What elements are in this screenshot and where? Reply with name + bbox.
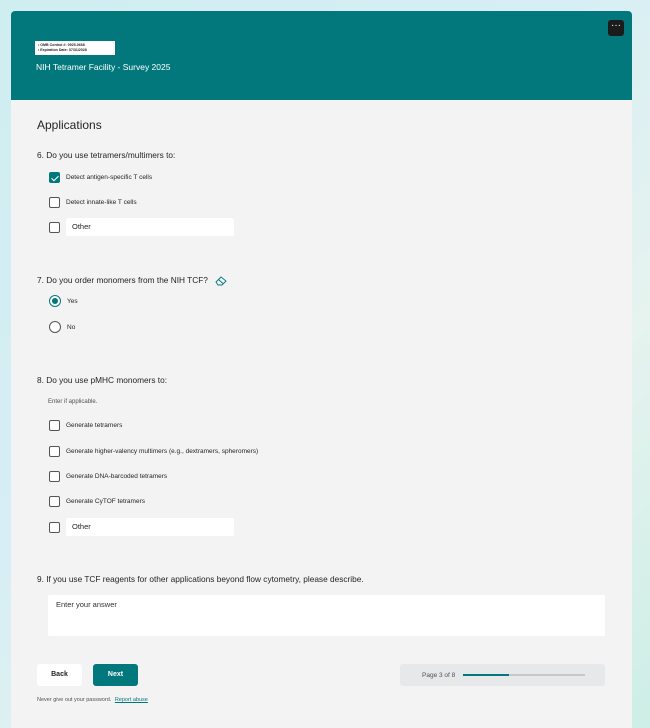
question-8-title: 8. Do you use pMHC monomers to: [37,375,168,385]
q6-other-input[interactable]: Other [66,218,234,236]
q8-other-input[interactable]: Other [66,518,234,536]
progress-track [463,674,585,676]
footer [37,697,148,703]
expiration-date: • Expiration Date: 07/31/2028 [38,48,112,53]
q7-option-yes[interactable] [49,295,78,307]
q6-option-detect-antigen-specific[interactable] [49,171,152,183]
survey-header [11,11,632,100]
section-title: Applications [37,118,102,132]
q7-option-no[interactable] [49,321,75,333]
next-button[interactable]: Next [93,664,138,686]
question-7-title [37,275,227,286]
omb-control-number: • OMB Control #: 0925-0668 [38,43,112,48]
page-indicator: Page 3 of 8 [422,671,456,679]
checkbox-icon[interactable] [49,420,60,431]
checkbox-icon[interactable] [49,522,60,533]
option-label: No [67,323,76,331]
omb-notice [35,41,115,55]
radio-selected-icon[interactable] [49,295,61,307]
checkbox-icon[interactable] [49,446,60,457]
checkbox-checked-icon[interactable] [49,172,60,183]
checkbox-icon[interactable] [49,197,60,208]
progress-fill [463,674,509,676]
checkbox-icon[interactable] [49,496,60,507]
page-progress [400,664,605,686]
footer-text: Never give out your password. [37,697,112,703]
q8-option-generate-tetramers[interactable] [49,419,122,431]
q8-option-higher-valency[interactable] [49,445,258,457]
option-label: Generate CyTOF tetramers [66,497,145,505]
report-abuse-link[interactable]: Report abuse [114,697,148,703]
radio-icon[interactable] [49,321,61,333]
option-label: Yes [67,297,78,305]
q9-answer-input[interactable]: Enter your answer [48,595,605,636]
q8-option-other[interactable] [49,521,234,533]
checkbox-icon[interactable] [49,222,60,233]
checkbox-icon[interactable] [49,471,60,482]
option-label: Generate tetramers [66,421,123,429]
question-6-title: 6. Do you use tetramers/multimers to: [37,150,176,160]
survey-title: NIH Tetramer Facility - Survey 2025 [36,62,171,72]
more-options-button[interactable]: ··· [608,20,624,36]
option-label: Generate DNA-barcoded tetramers [66,472,168,480]
question-8-hint: Enter if applicable. [48,399,98,405]
option-label: Detect antigen-specific T cells [66,173,153,181]
q8-option-dna-barcoded[interactable] [49,470,167,482]
question-9-title: 9. If you use TCF reagents for other applications beyond flow cytometry, please describe. [37,574,364,584]
question-7-text: 7. Do you order monomers from the NIH TCF? [37,275,208,285]
survey-card [11,11,632,728]
q8-option-cytof[interactable] [49,495,145,507]
q6-option-detect-innate-like[interactable] [49,196,137,208]
back-button[interactable]: Back [37,664,82,686]
option-label: Detect innate-like T cells [66,198,137,206]
q6-option-other[interactable] [49,221,234,233]
eraser-icon[interactable] [215,276,227,286]
option-label: Generate higher-valency multimers (e.g., dextramers, spheromers) [66,447,259,455]
